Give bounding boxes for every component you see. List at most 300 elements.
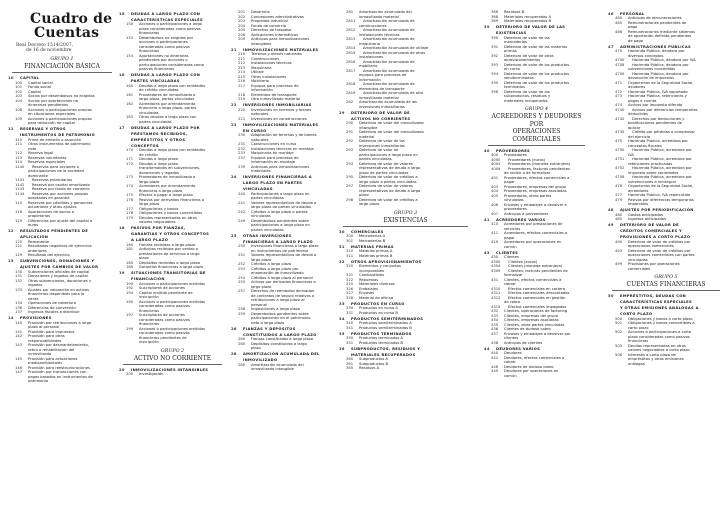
account-code: 4311	[491, 291, 501, 295]
account-code: 257	[238, 289, 246, 293]
account-name: Anticipos recibidos por ventas o	[139, 247, 199, 251]
account-name: financiero a largo plazo, partes	[139, 106, 197, 110]
account-code: 194	[126, 290, 134, 295]
account-name: naturales	[251, 137, 269, 142]
account-name: largo plazo	[139, 179, 160, 184]
account-name: Activos por diferencias temporarias	[632, 107, 698, 112]
account-name: ACTIVOS NO CORRIENTES	[351, 116, 411, 121]
account-name: Deudores	[504, 351, 522, 355]
account-name: representativos de deuda a largo	[359, 166, 421, 170]
account-name: Elementos de transporte	[251, 92, 297, 97]
account-name: Amortización acumulada de las	[359, 100, 417, 104]
account-name: largo plazo	[251, 257, 272, 262]
account-row	[119, 220, 226, 225]
account-name: Ingresos anticipados	[628, 217, 666, 221]
account-name: Acreedores por arrendamiento	[139, 184, 196, 188]
account-name: Acreedores por arrendamiento	[139, 101, 196, 106]
account-name: Acciones o participaciones emitidas	[139, 299, 206, 304]
account-name: elementos de transporte	[359, 86, 405, 91]
account-row	[339, 254, 472, 259]
account-name: GARANTÍAS Y OTROS CONCEPTOS	[131, 232, 210, 236]
account-heading	[608, 294, 724, 299]
account-name: deudores	[628, 85, 646, 89]
account-name: Clientes, efectos comerciales a	[504, 277, 562, 282]
account-name: Proveedores	[504, 153, 527, 157]
account-row	[231, 42, 336, 47]
account-code: 1142	[15, 182, 25, 187]
account-code: 192	[126, 286, 134, 290]
account-name: DEUDAS A LARGO PLAZO CON	[131, 73, 201, 77]
account-name: Capital emitido pendiente de	[139, 290, 193, 295]
account-code: 130	[15, 269, 23, 274]
account-code: 180	[126, 242, 134, 247]
account-code: 177	[126, 206, 134, 211]
account-name: Deudores de dudoso cobro	[504, 364, 554, 369]
account-heading	[231, 123, 336, 128]
account-name: Activos por derivados financieros a	[251, 280, 316, 284]
account-name: Provisión para reestructuraciones	[28, 365, 90, 370]
account-list-c6a	[608, 12, 724, 272]
account-row	[484, 245, 589, 250]
account-code: 411	[491, 231, 499, 235]
account-name: inmovilizado intangible	[251, 367, 294, 371]
account-heading	[231, 352, 336, 357]
account-code: 311	[346, 253, 354, 258]
account-code: 293	[346, 148, 354, 152]
account-code: 115	[15, 200, 23, 205]
account-code: 4709	[615, 71, 625, 76]
account-heading	[339, 111, 472, 116]
account-name: Deudas a largo plazo	[139, 161, 178, 166]
group-3-heading	[343, 211, 468, 227]
account-name: propietarios	[28, 214, 51, 219]
account-name: Deudas a largo plazo	[139, 157, 178, 161]
account-code: 477	[615, 193, 623, 197]
account-name: partes vinculadas	[251, 196, 284, 200]
account-code: 176	[126, 197, 134, 202]
account-name: consideradas como pasivos	[139, 304, 190, 308]
account-code: 212	[238, 61, 246, 65]
account-name: Amortización acumulada de otras	[363, 50, 426, 55]
account-name: dinerarias pendientes	[28, 103, 69, 108]
account-name: partes vinculadas	[139, 119, 172, 124]
account-name: PROVISIONES A CORTO PLAZO	[620, 235, 691, 239]
account-name: Organismos de la Seguridad Social,	[628, 184, 694, 188]
account-list-c2a	[119, 12, 226, 345]
account-name: INMOVILIZACIONES INTANGIBLES	[131, 367, 209, 372]
account-name: financieros disponibles para la	[28, 292, 85, 297]
account-name: Pasivos por diferencias temporarias	[628, 197, 694, 202]
account-code: 1144	[15, 191, 25, 196]
account-code: 437	[491, 331, 499, 336]
account-name: dominante	[28, 173, 48, 178]
account-heading	[119, 132, 226, 137]
account-name: DEUDAS A LARGO PLAZO CON	[131, 11, 201, 16]
account-name: deducibles	[628, 112, 648, 116]
account-code: 449	[491, 369, 499, 373]
account-code: 406	[491, 202, 499, 207]
account-code: 242	[238, 209, 246, 214]
account-code: 327	[346, 291, 354, 295]
account-code: 440	[491, 351, 499, 355]
account-name: Envases	[359, 291, 375, 295]
account-name: Valores representativos de deuda a	[251, 200, 317, 205]
account-name: PROVISIONES	[20, 316, 52, 321]
account-name: DETERIORO DE VALOR DE LAS	[496, 25, 566, 29]
account-name: Aplicaciones informáticas	[251, 32, 299, 37]
account-code: 230	[238, 133, 246, 137]
account-code: 202	[238, 14, 246, 19]
group-2-label: GRUPO 2	[160, 348, 185, 354]
account-code: 181	[126, 247, 134, 251]
account-code: 47	[608, 44, 614, 49]
account-name: devolución de impuestos	[628, 76, 675, 80]
account-name: ADMINISTRACIONES PÚBLICAS	[620, 44, 691, 49]
account-name: inmovilizado	[28, 352, 52, 357]
account-name: Desembolsos no exigidos por	[139, 35, 194, 40]
account-code: 501	[615, 321, 623, 325]
account-name: prestaciones de servicios a largo	[139, 251, 200, 256]
account-name: información	[359, 77, 381, 82]
account-name: Clientes	[504, 255, 519, 259]
account-name: Productos semiterminados B	[359, 325, 412, 330]
account-code: 360	[346, 357, 354, 361]
account-name: materiales	[251, 169, 271, 173]
account-name: cobrar	[504, 282, 516, 286]
account-code: 132	[15, 278, 23, 283]
account-name: Diferencias de conversión	[28, 305, 76, 310]
account-heading	[119, 126, 226, 131]
account-code: 142	[15, 334, 23, 339]
account-name: Productos terminados B	[359, 340, 403, 345]
account-name: Subproductos B	[359, 361, 389, 366]
account-row	[484, 19, 589, 24]
account-name: participaciones a largo plazo en	[359, 152, 418, 157]
account-name: acreedores	[628, 188, 649, 193]
account-row	[484, 374, 589, 379]
account-name: instalaciones	[359, 55, 384, 59]
account-name: financieros	[139, 31, 160, 35]
group-4-label: GRUPO 4	[524, 107, 549, 112]
account-name: Fianzas recibidas a largo plazo	[139, 242, 196, 247]
account-code: 200	[126, 372, 134, 376]
account-code: 4700	[615, 58, 625, 62]
account-name: Reservas por pérdidas y ganancias	[28, 200, 93, 205]
account-name: PROVEEDORES	[496, 148, 530, 153]
account-name: Anticipos para inmovilizaciones	[251, 37, 310, 41]
group-4-name-line2: OPERACIONES COMERCIALES	[512, 128, 561, 143]
account-code: 153	[126, 35, 134, 40]
account-name: Efectos comerciales descontados	[508, 291, 570, 295]
account-name: Desarrollo	[251, 10, 270, 14]
account-code: 19	[119, 271, 125, 275]
account-code: 365	[346, 366, 354, 370]
account-name: Propiedad industrial	[251, 19, 288, 23]
account-name: Operaciones de cobertura	[28, 301, 77, 306]
account-code: 465	[615, 20, 623, 25]
account-code: 104	[15, 98, 23, 103]
account-code: 209	[238, 37, 246, 41]
account-code: 119	[15, 218, 23, 223]
account-name: Provisión por desmantelamiento,	[28, 343, 89, 348]
account-name: mercaderías	[504, 40, 527, 44]
account-code: 361	[346, 361, 354, 366]
account-name: venta	[28, 296, 39, 301]
document-subtitle-line1: Real Decreto 1514/2007,	[16, 43, 74, 48]
account-list-c1a	[8, 76, 116, 384]
account-code: 404	[491, 189, 499, 193]
account-name: Mobiliario	[251, 79, 269, 83]
account-name: Productos terminados A	[359, 336, 403, 340]
account-code: 253	[238, 266, 246, 271]
account-name: Proveedores de inmovilizado a	[139, 92, 196, 97]
account-name: Reservas por acciones propias	[32, 191, 89, 196]
account-code: 32	[339, 259, 345, 264]
account-code: 250	[238, 244, 246, 248]
account-name: Otras instalaciones	[251, 74, 287, 79]
account-name: Capital	[28, 89, 41, 94]
account-code: 255	[238, 280, 246, 284]
account-code: 2817	[346, 68, 356, 73]
account-row	[339, 296, 472, 301]
account-name: Efectos comerciales en gestión	[508, 295, 566, 300]
account-code: 100	[15, 80, 23, 85]
account-name: SITUACIONES TRANSITORIAS DE	[131, 271, 206, 275]
account-code: 476	[615, 184, 623, 188]
account-name: Suscriptores de acciones	[139, 313, 185, 317]
account-name: pagos a cuenta	[628, 98, 657, 103]
account-code: 472	[615, 89, 623, 94]
account-row	[119, 120, 226, 125]
account-name: Efectos comerciales impagados	[508, 304, 567, 309]
account-name: Hacienda Pública, acreedora por	[628, 139, 688, 143]
account-name: operaciones comerciales	[628, 244, 674, 248]
account-heading	[119, 12, 226, 17]
account-name: CAPITAL	[20, 76, 40, 81]
account-code: 4309	[491, 268, 501, 273]
account-code: 102	[15, 89, 23, 94]
account-name: de crédito	[139, 152, 158, 157]
column-6	[608, 10, 724, 510]
account-name: participaciones a largo plazo en	[251, 223, 310, 227]
account-name: Hacienda Pública, acreedora por	[632, 166, 692, 170]
account-name: AMORTIZACIÓN ACUMULADA DEL	[243, 352, 320, 356]
account-code: 210	[238, 52, 246, 56]
account-name: IVA	[628, 152, 634, 157]
account-name: del ejercicio	[628, 134, 651, 139]
account-heading	[231, 181, 336, 186]
account-name: Deudas a largo plazo con entidades	[139, 83, 206, 88]
account-name: largo plazo de partes vinculadas	[251, 205, 311, 209]
account-row	[119, 67, 226, 72]
account-name: Desembolsos pendientes sobre	[251, 218, 309, 223]
account-code: 39	[484, 25, 490, 29]
account-name: Proveedores, otras partes	[504, 193, 552, 198]
account-name: RESULTADOS PENDIENTES DE	[20, 229, 89, 234]
account-name: Hacienda Pública, IVA repercutido	[628, 193, 691, 197]
account-code: 217	[238, 83, 246, 88]
account-name: Ingresos fiscales a distribuir	[28, 310, 80, 315]
account-code: 473	[615, 94, 623, 98]
account-name: Construcciones	[251, 56, 280, 61]
account-name: consideradas como pasivos	[139, 44, 190, 49]
account-name: instalaciones técnicas	[359, 32, 400, 37]
account-code: 199	[126, 326, 134, 331]
account-code: 434	[491, 318, 499, 322]
account-name: retribuciones a largo plazo al	[251, 298, 305, 302]
account-row	[339, 311, 472, 316]
account-name: plazo	[251, 346, 261, 350]
account-name: aceptadas en garantía	[28, 196, 70, 201]
account-name: personal	[251, 302, 267, 307]
account-name: Créditos a largo plazo al personal	[251, 275, 313, 280]
account-name: Repuestos	[359, 277, 379, 282]
account-code: 30	[339, 229, 345, 234]
account-code: 432	[491, 309, 499, 313]
account-code: 265	[238, 341, 246, 346]
account-name: Amortización acumulada de	[363, 28, 415, 32]
account-code: 368	[491, 14, 499, 19]
account-name: Obligaciones y bonos a corto plazo	[628, 316, 693, 321]
account-name: OTROS APROVISIONAMIENTOS	[351, 259, 422, 264]
account-name: en curso	[504, 67, 520, 71]
account-name: Clientes, facturas pendientes de	[508, 268, 568, 273]
group-5-name: CUENTAS FINANCIERAS	[626, 281, 706, 288]
account-name: Mercaderías A	[359, 234, 386, 238]
account-code: 282	[346, 100, 354, 104]
account-row	[231, 228, 336, 233]
account-code: 220	[238, 107, 246, 112]
account-code: 2816	[346, 59, 356, 64]
account-name: Fondo social	[28, 85, 51, 90]
account-name: Hacienda Pública, acreedora por	[632, 175, 692, 179]
account-name: CARACTERÍSTICAS ESPECIALES	[620, 300, 692, 304]
account-code: 410	[491, 222, 499, 226]
account-code: 136	[15, 305, 23, 310]
account-name: Proveedores (moneda extranjera)	[508, 162, 571, 166]
account-name: CORTO PLAZO	[620, 312, 653, 316]
account-code: 203	[238, 19, 246, 23]
account-code: 233	[238, 151, 246, 155]
account-code: 460	[615, 16, 623, 20]
account-code: 310	[346, 249, 354, 253]
account-name: retenciones practicadas	[628, 161, 673, 166]
account-name: Y OTRAS EMISIONES ANÁLOGAS A	[620, 306, 699, 310]
account-code: 350	[346, 336, 354, 340]
account-heading	[608, 300, 724, 305]
account-code: 400	[491, 153, 499, 157]
account-code: 435	[491, 322, 499, 327]
account-code: 150	[126, 22, 134, 26]
account-row	[8, 223, 116, 228]
account-name: Obligaciones y bonos	[139, 206, 179, 211]
account-name: CRÉDITOS COMERCIALES Y	[620, 229, 682, 233]
account-name: retiro o rehabilitación del	[28, 347, 75, 352]
account-name: neto a largo plazo	[251, 320, 285, 325]
account-name: Investigación	[139, 372, 164, 376]
account-code: 259	[238, 311, 246, 316]
account-name: Embalajes	[359, 286, 379, 291]
account-name: Provisión para impuestos	[28, 329, 75, 334]
account-name: Reserva legal	[28, 151, 53, 156]
account-row	[8, 253, 116, 258]
account-name: responsabilidades	[28, 338, 62, 343]
account-name: Acciones o participaciones a corto	[628, 330, 692, 334]
account-name: pago	[628, 25, 638, 29]
account-code: 101	[15, 85, 23, 90]
account-code: 4315	[491, 304, 501, 309]
account-name: Reservas especiales	[28, 160, 66, 165]
account-name: consideradas como pasivos	[139, 331, 190, 335]
account-name: Deterioro de valor de las	[359, 139, 405, 143]
account-row	[231, 321, 336, 326]
account-name: cobrar	[504, 360, 516, 364]
account-name: INMOVILIZADO	[243, 358, 278, 362]
account-name: Otros instrumentos de patrimonio	[28, 142, 91, 147]
account-name: equipos para procesos de	[359, 73, 407, 77]
account-name: plazo al personal	[28, 325, 60, 330]
account-name: Reservas estatutarias	[32, 178, 73, 183]
account-code: 41	[484, 217, 490, 222]
account-name: Provisión para actuaciones	[28, 356, 78, 361]
account-name: Proveedores, facturas pendientes	[508, 166, 570, 171]
account-code: 475	[615, 139, 623, 143]
account-code: 34	[339, 316, 345, 321]
account-code: 280	[238, 362, 246, 367]
account-name: Derechos por deducciones y	[632, 116, 685, 121]
account-name: Materiales recuperados A	[504, 14, 552, 19]
account-code: 129	[15, 253, 23, 258]
account-code: 109	[15, 116, 23, 121]
account-name: información en montaje	[251, 160, 295, 164]
account-name: Aportaciones no dinerarias	[139, 53, 189, 58]
account-code: 216	[238, 79, 246, 83]
account-name: maquinaria	[359, 41, 380, 46]
account-name: de aportación definida pendientes	[628, 34, 692, 38]
account-code: 108	[15, 107, 23, 112]
account-code: 120	[15, 239, 23, 244]
account-name: vinculadas	[628, 257, 648, 262]
account-code: 35	[339, 331, 345, 336]
account-name: formalizar	[504, 273, 523, 277]
account-code: 4708	[615, 62, 625, 67]
account-name: CLIENTES	[496, 250, 519, 255]
account-list-c6b	[608, 294, 724, 366]
account-list-c2b	[119, 368, 226, 377]
account-code: 22	[231, 103, 237, 107]
account-code: 298	[346, 197, 354, 202]
account-name: Deudas representadas en otros	[139, 215, 197, 220]
account-name: Pasivos por derivados financieros a	[139, 197, 204, 202]
account-name: FIANZAS Y DEPÓSITOS	[243, 326, 296, 331]
account-code: 171	[126, 157, 134, 161]
account-name: Reservas para acciones o	[32, 164, 80, 169]
account-name: incorporables	[359, 268, 385, 273]
account-code: 252	[238, 262, 246, 266]
account-name: transformables en subvenciones,	[139, 166, 201, 170]
account-name: SUBVENCIONES, DONACIONES Y	[20, 259, 95, 264]
account-name: bonificaciones pendientes de	[628, 121, 682, 125]
account-name: CARACTERÍSTICAS ESPECIALES	[131, 17, 203, 22]
account-code: 260	[238, 337, 246, 341]
account-name: CONCEPTOS	[131, 143, 159, 148]
account-name: material	[359, 134, 375, 139]
account-code: 4304	[491, 264, 501, 268]
account-name: Fianzas constituidas a largo plazo	[251, 337, 314, 341]
account-list-c5b	[484, 149, 589, 379]
account-name: Participaciones a largo plazo en	[251, 191, 310, 196]
account-name: Clientes, otras partes vinculadas	[504, 322, 565, 327]
